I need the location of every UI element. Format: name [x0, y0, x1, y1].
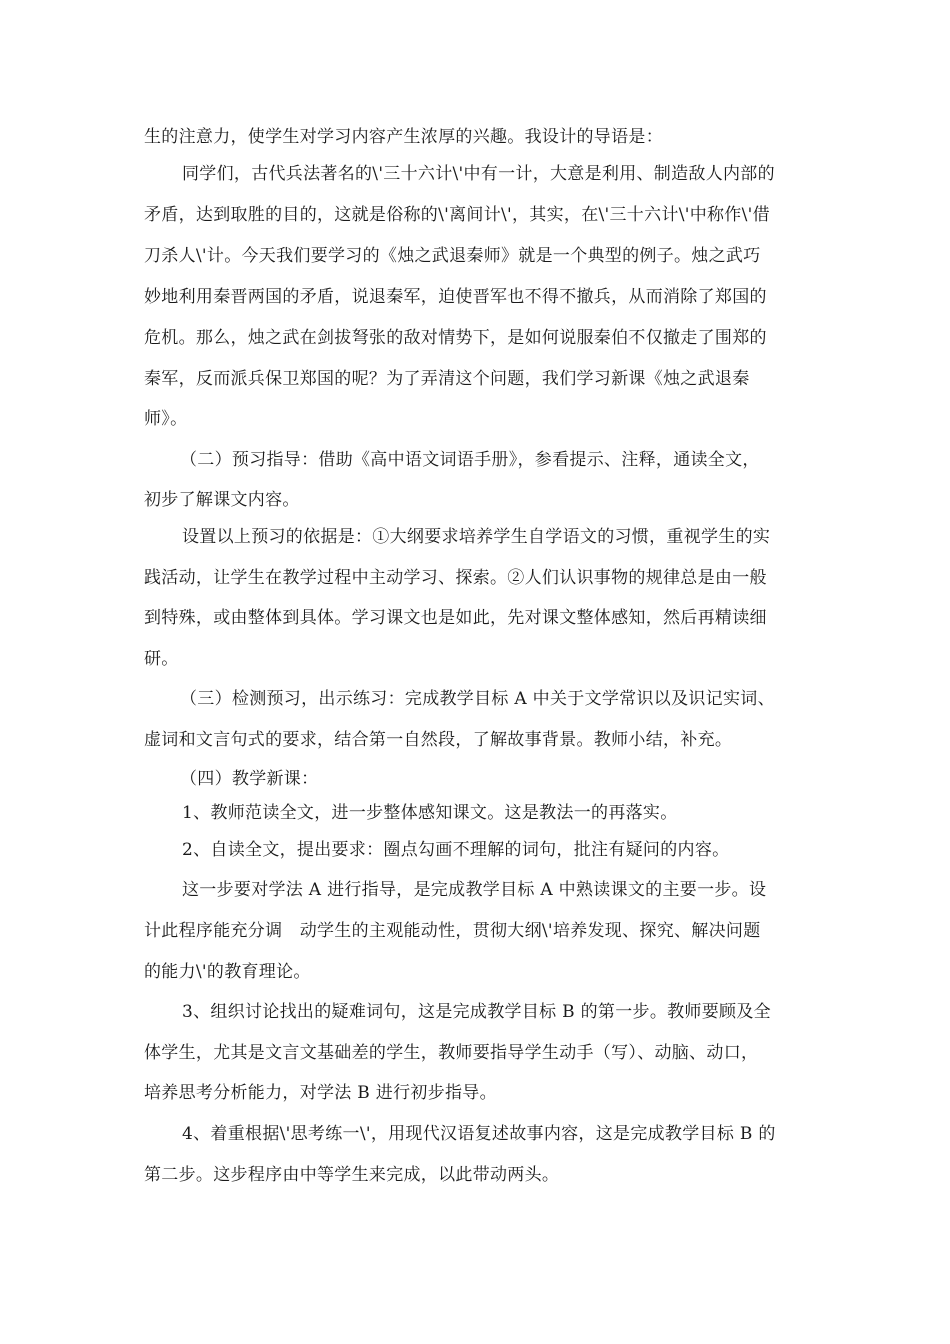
- text-line: 的能力\'的教育理论。: [144, 962, 311, 982]
- text-line: 这一步要对学法 A 进行指导，是完成教学目标 A 中熟读课文的主要一步。设: [182, 880, 767, 900]
- text-line: 体学生，尤其是文言文基础差的学生，教师要指导学生动手（写）、动脑、动口，: [144, 1043, 759, 1063]
- text-line: 虚词和文言句式的要求，结合第一自然段，了解故事背景。教师小结，补充。: [144, 730, 733, 750]
- text-line: 4、着重根据\'思考练一\'，用现代汉语复述故事内容，这是完成教学目标 B 的: [182, 1124, 776, 1144]
- text-line: 秦军，反而派兵保卫郑国的呢？为了弄清这个问题，我们学习新课《烛之武退秦: [144, 369, 750, 389]
- text-line: （二）预习指导：借助《高中语文词语手册》，参看提示、注释，通读全文，: [180, 450, 760, 470]
- text-line: 1、教师范读全文，进一步整体感知课文。这是教法一的再落实。: [182, 803, 678, 823]
- text-line: 初步了解课文内容。: [144, 490, 300, 510]
- text-line: 研。: [144, 649, 179, 669]
- text-line: 刀杀人\'计。今天我们要学习的《烛之武退秦师》就是一个典型的例子。烛之武巧: [144, 246, 761, 266]
- text-line: 培养思考分析能力，对学法 B 进行初步指导。: [144, 1083, 497, 1103]
- text-line: 设置以上预习的依据是：①大纲要求培养学生自学语文的习惯，重视学生的实: [182, 527, 771, 547]
- text-line: 2、自读全文，提出要求：圈点勾画不理解的词句，批注有疑问的内容。: [182, 840, 730, 860]
- text-line: 计此程序能充分调 动学生的主观能动性，贯彻大纲\'培养发现、探究、解决问题: [144, 921, 761, 941]
- text-line: 3、组织讨论找出的疑难词句，这是完成教学目标 B 的第一步。教师要顾及全: [182, 1002, 771, 1022]
- text-line: （四）教学新课：: [180, 769, 319, 789]
- text-line: 第二步。这步程序由中等学生来完成，以此带动两头。: [144, 1165, 560, 1185]
- text-line: 妙地利用秦晋两国的矛盾，说退秦军，迫使晋军也不得不撤兵，从而消除了郑国的: [144, 287, 767, 307]
- text-line: 践活动，让学生在教学过程中主动学习、探索。②人们认识事物的规律总是由一般: [144, 568, 767, 588]
- text-line: 到特殊，或由整体到具体。学习课文也是如此，先对课文整体感知，然后再精读细: [144, 608, 767, 628]
- text-line: 危机。那么，烛之武在剑拔弩张的敌对情势下，是如何说服秦伯不仅撤走了围郑的: [144, 328, 767, 348]
- text-line: 同学们，古代兵法著名的\'三十六计\'中有一计，大意是利用、制造敌人内部的: [182, 164, 775, 184]
- text-line: 矛盾，达到取胜的目的，这就是俗称的\'离间计\'，其实，在\'三十六计\'中称作\'借: [144, 205, 770, 225]
- text-line: 生的注意力，使学生对学习内容产生浓厚的兴趣。我设计的导语是：: [144, 127, 663, 147]
- text-line: 师》。: [144, 409, 188, 429]
- text-line: （三）检测预习，出示练习：完成教学目标 A 中关于文学常识以及识记实词、: [180, 689, 775, 709]
